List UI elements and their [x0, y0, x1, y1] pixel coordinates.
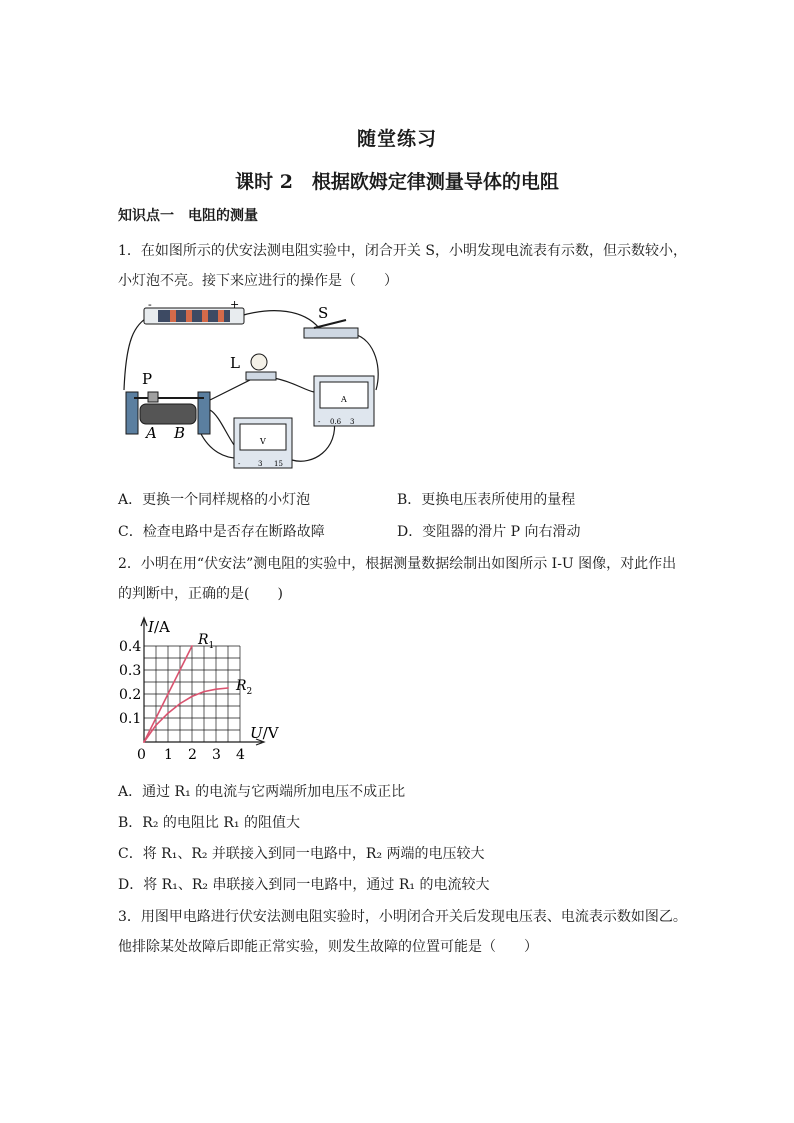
- q2-option-c[interactable]: C．将 R₁、R₂ 并联接入到同一电路中，R₂ 两端的电压较大: [118, 846, 485, 862]
- section-heading: 知识点一 电阻的测量: [118, 208, 258, 224]
- q1-option-a[interactable]: A．更换一个同样规格的小灯泡: [118, 492, 311, 508]
- q2-option-b[interactable]: B．R₂ 的电阻比 R₁ 的阻值大: [118, 815, 300, 831]
- y-tick-label: 0.1: [119, 711, 142, 727]
- x-tick-label: 0: [137, 747, 146, 763]
- data-point-r2: [215, 688, 217, 690]
- terminal-b-label: B: [174, 424, 186, 442]
- data-point-r1: [191, 645, 193, 647]
- q1-option-b[interactable]: B．更换电压表所使用的量程: [397, 492, 576, 508]
- q2-stem-line2: 的判断中，正确的是( ): [118, 586, 283, 602]
- x-tick-label: 3: [212, 747, 221, 763]
- slider-label: P: [142, 370, 153, 388]
- data-point-r2: [191, 696, 193, 698]
- ammeter: [314, 376, 374, 426]
- rheostat: [126, 370, 210, 442]
- x-tick-label: 4: [236, 747, 245, 763]
- x-tick-label: 2: [188, 747, 197, 763]
- q3-stem-line2: 他排除某处故障后即能正常实验，则发生故障的位置可能是（ ）: [118, 939, 538, 955]
- y-tick-label: 0.4: [119, 639, 142, 655]
- iu-graph: [114, 612, 284, 772]
- ammeter-terminal-1: -: [318, 418, 321, 426]
- voltmeter-terminal-2: 3: [258, 460, 263, 468]
- data-point-r2: [167, 712, 169, 714]
- series-line-r2: [144, 688, 228, 742]
- y-tick-label: 0.2: [119, 687, 142, 703]
- voltmeter-terminal-1: -: [238, 460, 241, 468]
- y-tick-label: 0.3: [119, 663, 142, 679]
- x-tick-label: 1: [164, 747, 173, 763]
- battery-plus-label: +: [230, 300, 240, 311]
- q1-option-c[interactable]: C．检查电路中是否存在断路故障: [118, 524, 325, 540]
- q2-stem-line1: 2．小明在用“伏安法”测电阻的实验中，根据测量数据绘制出如图所示 I-U 图像，对此作出: [118, 556, 677, 572]
- data-point-r2: [155, 724, 157, 726]
- x-axis-label: U/V: [250, 724, 279, 742]
- series-label-r1: $R_1$: [198, 632, 215, 651]
- data-point-r2: [203, 691, 205, 693]
- voltmeter-unit-label: V: [260, 437, 266, 446]
- q2-option-d[interactable]: D．将 R₁、R₂ 串联接入到同一电路中，通过 R₁ 的电流较大: [118, 877, 490, 893]
- voltmeter-terminal-3: 15: [274, 460, 283, 468]
- q1-circuit-figure: [114, 300, 396, 472]
- q3-stem-line1: 3．用图甲电路进行伏安法测电阻实验时，小明闭合开关后发现电压表、电流表示数如图乙。: [118, 909, 687, 925]
- lamp-label: L: [230, 354, 240, 372]
- lesson-subtitle: 课时 2 根据欧姆定律测量导体的电阻: [235, 171, 559, 193]
- q2-option-a[interactable]: A．通过 R₁ 的电流与它两端所加电压不成正比: [118, 784, 406, 800]
- data-point-r2: [143, 741, 145, 743]
- q1-stem-line2: 小灯泡不亮。接下来应进行的操作是（ ）: [118, 273, 398, 289]
- ammeter-unit-label: A: [341, 395, 347, 404]
- series-label-r2: $R_2$: [236, 678, 253, 697]
- lamp: [230, 354, 276, 380]
- page-title: 随堂练习: [356, 128, 437, 150]
- voltmeter: [234, 418, 292, 468]
- y-axis-label: I/A: [148, 618, 170, 636]
- switch-label: S: [318, 304, 329, 322]
- battery-minus-label: -: [148, 300, 152, 311]
- data-point-r2: [179, 703, 181, 705]
- terminal-a-label: A: [146, 424, 157, 442]
- q1-option-d[interactable]: D．变阻器的滑片 P 向右滑动: [397, 524, 581, 540]
- data-point-r1: [167, 693, 169, 695]
- q1-stem-line1: 1．在如图所示的伏安法测电阻实验中，闭合开关 S，小明发现电流表有示数，但示数较小，: [118, 243, 687, 259]
- ammeter-terminal-2: 0.6: [330, 418, 342, 426]
- data-point-r2: [227, 687, 229, 689]
- ammeter-terminal-3: 3: [350, 418, 355, 426]
- battery: [144, 300, 244, 324]
